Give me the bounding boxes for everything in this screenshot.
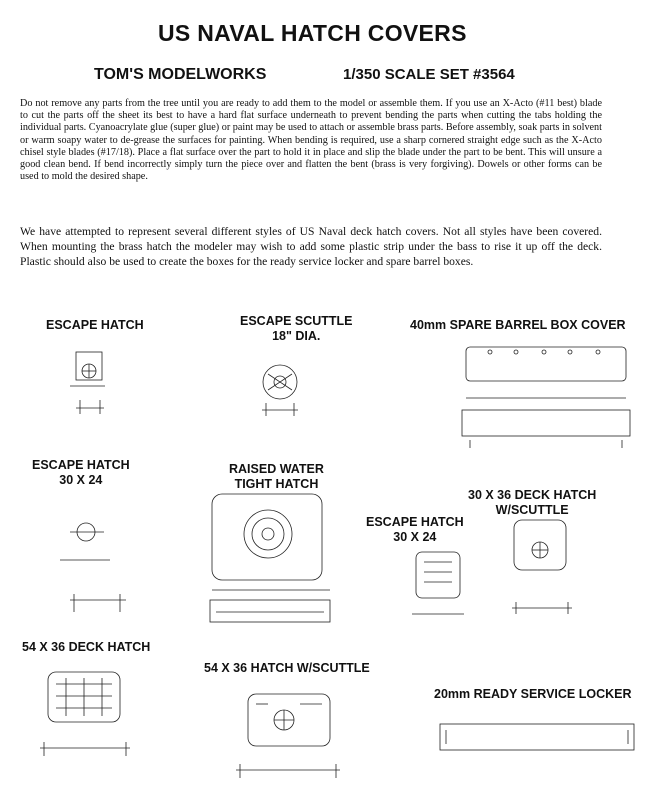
label-spare-barrel-box-cover: 40mm SPARE BARREL BOX COVER xyxy=(410,318,626,332)
label-raised-water-tight-hatch: RAISED WATER TIGHT HATCH xyxy=(229,462,324,491)
instructions-paragraph-1: Do not remove any parts from the tree until you are ready to add them to the model or assemble them. If you use an X-Acto (#11 best) blade to cut the parts off the sheet its best to have a hard flat surface underneath to prevent bending the parts when cutting the tabs holding the individual parts. Cyanoacrylate glue (super glue) or paint may be used to attach or assemble brass parts. Before assembly, soak parts in solvent or warm soapy water to de-grease the surfaces for painting. When bending is required, use a sharp cornered straight edge such as the X-Acto chisel style blades (#17/18). Place a flat surface over the part to hold it in place and slip the blade under the part to be bent. This will unsure a good clean bend. If bend incorrectly simply turn the piece over and flatten the bent (brass is very forgiving). Dowels or other forms can be used to mold the desired shape. xyxy=(20,98,602,183)
label-ready-service-locker: 20mm READY SERVICE LOCKER xyxy=(434,687,632,701)
escape-hatch-drawing xyxy=(70,352,105,414)
ready-service-locker-drawing xyxy=(440,724,634,750)
label-deck-hatch-54x36: 54 X 36 DECK HATCH xyxy=(22,640,151,654)
label-escape-hatch-30x24: ESCAPE HATCH 30 X 24 xyxy=(32,458,130,487)
hatch-54x36-scuttle-drawing xyxy=(236,694,340,778)
label-deck-hatch-30x36-scuttle: 30 X 36 DECK HATCH W/SCUTTLE xyxy=(468,488,597,517)
escape-hatch-b-drawing xyxy=(412,552,464,614)
escape-hatch-30x24-drawing xyxy=(60,523,126,612)
scale-set-number: 1/350 SCALE SET #3564 xyxy=(343,66,515,83)
label-escape-hatch-b: ESCAPE HATCH 30 X 24 xyxy=(366,515,464,544)
spare-barrel-box-drawing xyxy=(462,347,630,448)
deck-hatch-30x36-scuttle-drawing xyxy=(512,520,572,614)
instructions-paragraph-2: We have attempted to represent several different styles of US Naval deck hatch covers. Not all styles have been covered. When mounting the brass hatch the modeler may wish to add some plastic strip under the bass to rise it up off the deck. Plastic should also be used to create the boxes for the ready service locker and spare barrel boxes. xyxy=(20,225,602,268)
label-escape-hatch: ESCAPE HATCH xyxy=(46,318,144,332)
manufacturer-name: TOM'S MODELWORKS xyxy=(94,66,267,83)
escape-scuttle-drawing xyxy=(262,365,298,416)
deck-hatch-54x36-drawing xyxy=(40,672,130,756)
raised-water-tight-hatch-drawing xyxy=(210,494,330,622)
label-escape-scuttle: ESCAPE SCUTTLE 18" DIA. xyxy=(240,314,353,343)
label-hatch-54x36-scuttle: 54 X 36 HATCH W/SCUTTLE xyxy=(204,661,370,675)
sheet-title: US NAVAL HATCH COVERS xyxy=(158,20,467,46)
